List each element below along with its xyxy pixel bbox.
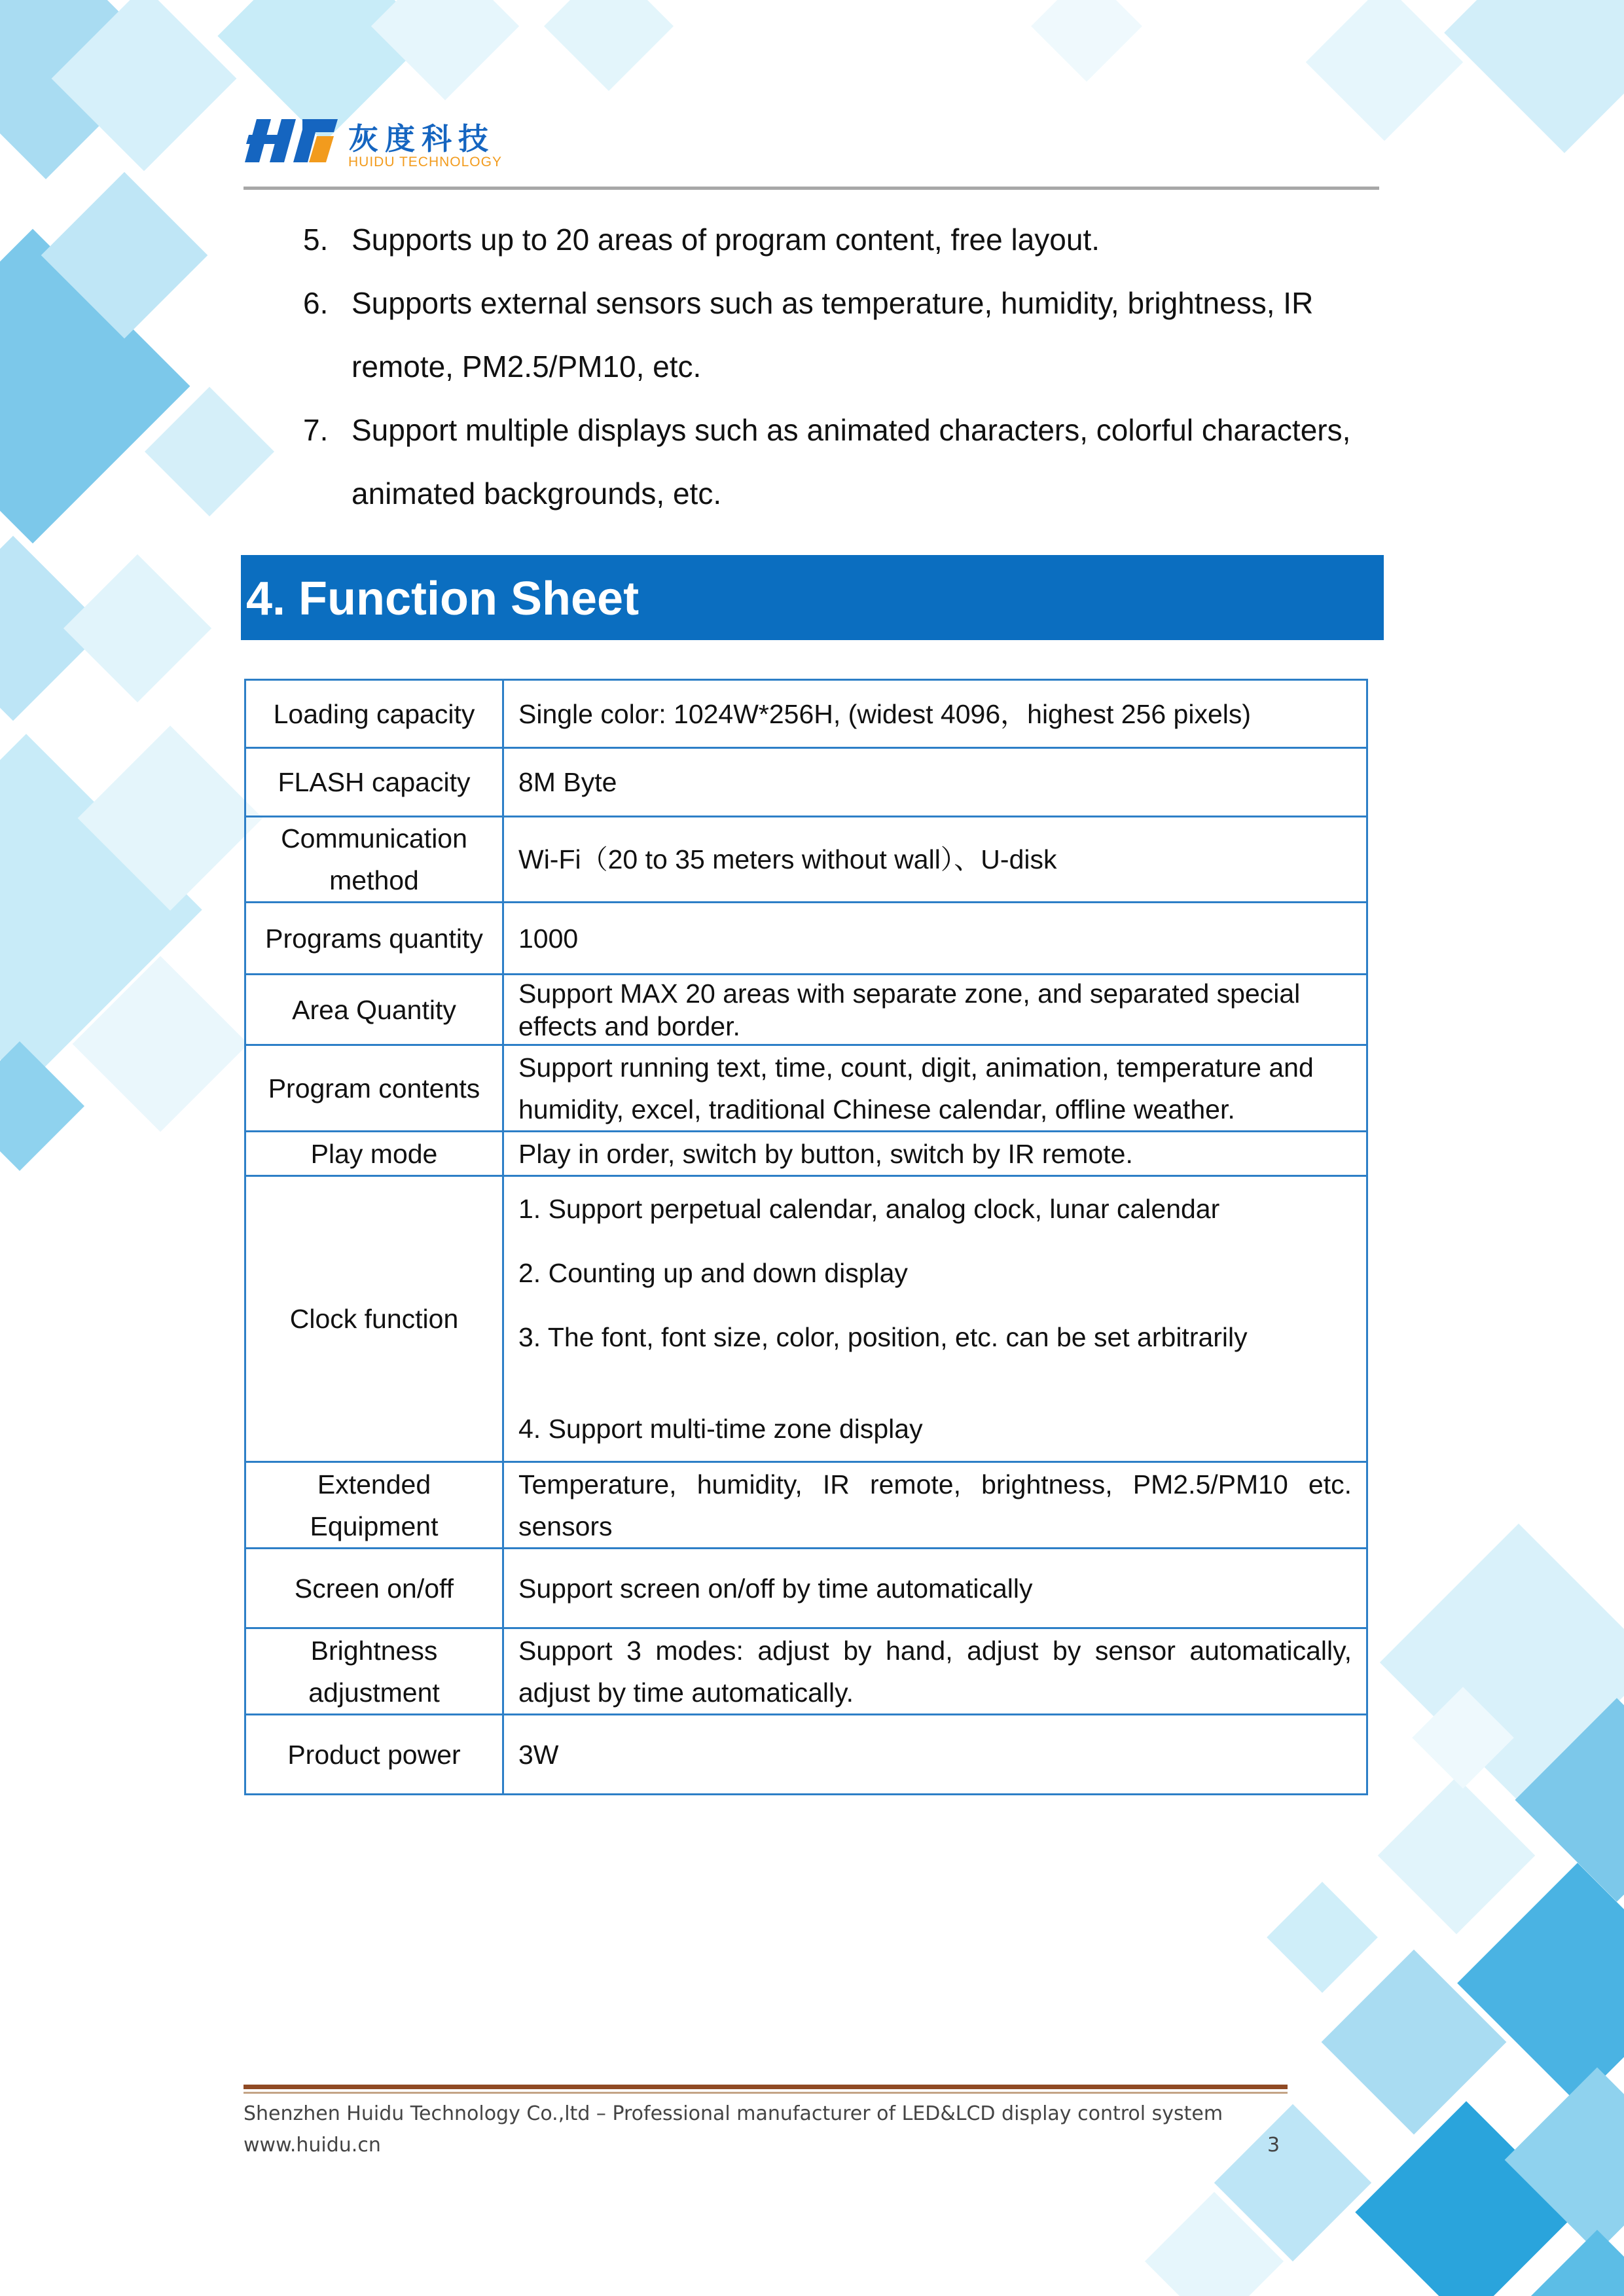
- huidu-logo-icon: [242, 110, 340, 169]
- clock-feature: 1. Support perpetual calendar, analog clock, lunar calendar: [518, 1194, 1220, 1224]
- row-label: Program contents: [245, 1045, 503, 1132]
- table-row: [245, 1715, 1367, 1795]
- feature-number: 6.: [303, 286, 329, 320]
- footer-divider-secondary: [244, 2092, 1288, 2094]
- feature-item-7: [298, 399, 1378, 526]
- table-row: [245, 1628, 1367, 1715]
- feature-item-5: [298, 208, 1378, 272]
- table-row: [245, 1132, 1367, 1176]
- row-label: Product power: [245, 1715, 503, 1795]
- section-title: 4. Function Sheet: [246, 573, 640, 625]
- row-label: FLASH capacity: [245, 748, 503, 817]
- feature-list: [298, 208, 1378, 526]
- clock-function-list: [503, 1176, 1367, 1462]
- clock-spacer: [518, 1369, 1352, 1397]
- feature-text: Support multiple displays such as animated characters, colorful characters, animated backgrounds, etc.: [352, 413, 1351, 511]
- footer-divider: [244, 2085, 1288, 2089]
- table-row: [245, 903, 1367, 975]
- section-heading-bar: [241, 555, 1384, 640]
- clock-feature: 3. The font, font size, color, position, etc. can be set arbitrarily: [518, 1322, 1248, 1352]
- row-label: Clock function: [245, 1176, 503, 1462]
- row-value: Support MAX 20 areas with separate zone, and separated special effects and border.: [503, 975, 1367, 1045]
- row-value: Play in order, switch by button, switch by IR remote.: [503, 1132, 1367, 1176]
- row-value: 3W: [503, 1715, 1367, 1795]
- logo-english-name: HUIDU TECHNOLOGY: [348, 154, 502, 170]
- feature-number: 7.: [303, 413, 329, 447]
- row-value: Support 3 modes: adjust by hand, adjust by sensor automatically, adjust by time automatically.: [503, 1628, 1367, 1715]
- footer-website-link[interactable]: www.huidu.cn: [244, 2134, 381, 2157]
- header-divider: [244, 187, 1379, 190]
- row-value: Single color: 1024W*256H, (widest 4096，highest 256 pixels): [503, 680, 1367, 748]
- logo-chinese-name: 灰度科技: [348, 121, 495, 156]
- table-row: [245, 1549, 1367, 1628]
- row-label: Extended Equipment: [245, 1462, 503, 1549]
- table-row: [245, 817, 1367, 903]
- feature-text: Supports external sensors such as temperature, humidity, brightness, IR remote, PM2.5/PM10, etc.: [352, 286, 1314, 384]
- table-row: [245, 1176, 1367, 1462]
- row-label: Area Quantity: [245, 975, 503, 1045]
- row-label: Play mode: [245, 1132, 503, 1176]
- table-row: [245, 975, 1367, 1045]
- diamond-pattern-top-right: [1031, 0, 1624, 153]
- row-value: Support screen on/off by time automatically: [503, 1549, 1367, 1628]
- page-number: 3: [1267, 2134, 1280, 2157]
- row-label: Brightness adjustment: [245, 1628, 503, 1715]
- row-value: 1000: [503, 903, 1367, 975]
- table-row: [245, 748, 1367, 817]
- row-label: Loading capacity: [245, 680, 503, 748]
- row-label: Screen on/off: [245, 1549, 503, 1628]
- clock-feature: 4. Support multi-time zone display: [518, 1414, 923, 1444]
- function-sheet-table: [244, 679, 1368, 1795]
- row-label: Communication method: [245, 817, 503, 903]
- table-row: [245, 1462, 1367, 1549]
- clock-feature: 2. Counting up and down display: [518, 1258, 908, 1288]
- row-value: Wi-Fi（20 to 35 meters without wall）、U-disk: [503, 817, 1367, 903]
- table-row: [245, 1045, 1367, 1132]
- row-value: Support running text, time, count, digit, animation, temperature and humidity, excel, traditional Chinese calendar, offline weather.: [503, 1045, 1367, 1132]
- row-label: Programs quantity: [245, 903, 503, 975]
- footer-company-text: Shenzhen Huidu Technology Co.,ltd – Professional manufacturer of LED&LCD display control system: [244, 2102, 1223, 2125]
- feature-text: Supports up to 20 areas of program content, free layout.: [352, 223, 1100, 257]
- table-row: [245, 680, 1367, 748]
- feature-item-6: [298, 272, 1378, 399]
- row-value: Temperature, humidity, IR remote, brightness, PM2.5/PM10 etc. sensors: [503, 1462, 1367, 1549]
- row-value: 8M Byte: [503, 748, 1367, 817]
- company-logo: [242, 110, 517, 182]
- feature-number: 5.: [303, 223, 329, 257]
